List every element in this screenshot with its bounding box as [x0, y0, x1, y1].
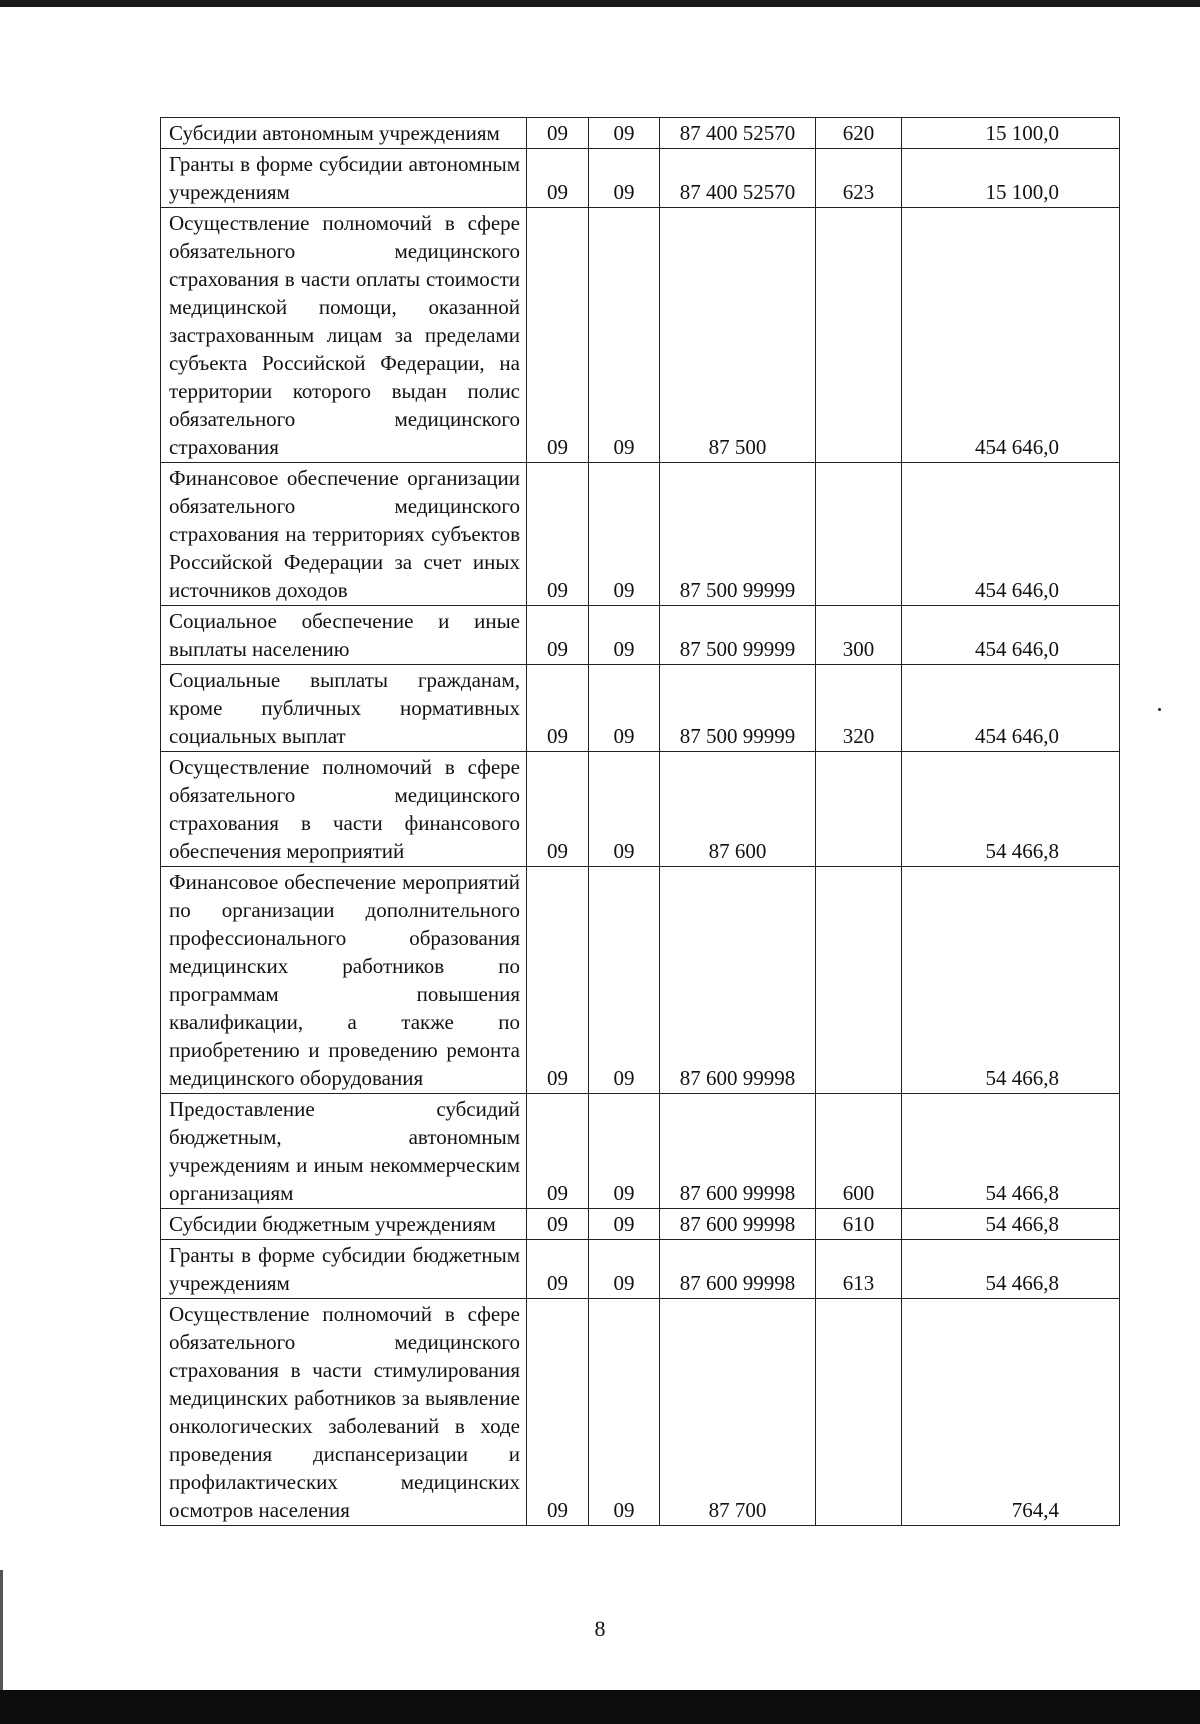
expense-type-cell: 300	[816, 606, 902, 665]
table-row	[161, 867, 1120, 1094]
expense-name-text: Предоставление субсидий бюджетным, автономным учреждениям и иным некоммерческим организациям	[169, 1097, 520, 1205]
table-row	[161, 1209, 1120, 1240]
expense-name-text: Финансовое обеспечение организации обязательного медицинского страхования на территориях субъектов Российской Федерации за счет иных источников доходов	[169, 466, 520, 602]
target-article-cell: 87 500 99999	[660, 463, 816, 606]
expense-name-cell	[161, 463, 527, 606]
section-code-cell: 09	[527, 1240, 589, 1299]
expense-name-text: Субсидии бюджетным учреждениям	[169, 1212, 496, 1236]
expense-name-text: Гранты в форме субсидии бюджетным учреждениям	[169, 1243, 520, 1295]
expense-name-cell	[161, 752, 527, 867]
amount-cell: 15 100,0	[902, 149, 1120, 208]
table-row	[161, 1240, 1120, 1299]
amount-cell: 54 466,8	[902, 752, 1120, 867]
expense-name-text: Гранты в форме субсидии автономным учреждениям	[169, 152, 520, 204]
subsection-code-cell: 09	[589, 149, 660, 208]
section-code-cell: 09	[527, 118, 589, 149]
subsection-code-cell: 09	[589, 752, 660, 867]
expense-name-text: Социальное обеспечение и иные выплаты населению	[169, 609, 520, 661]
expense-name-cell	[161, 1209, 527, 1240]
table-row	[161, 149, 1120, 208]
expense-name-cell	[161, 118, 527, 149]
section-code-cell: 09	[527, 1094, 589, 1209]
expense-type-cell: 613	[816, 1240, 902, 1299]
target-article-cell: 87 600 99998	[660, 1240, 816, 1299]
expense-type-cell	[816, 867, 902, 1094]
expense-name-cell	[161, 1094, 527, 1209]
expense-name-text: Субсидии автономным учреждениям	[169, 121, 500, 145]
expense-type-cell	[816, 208, 902, 463]
table-row	[161, 752, 1120, 867]
expense-type-cell: 623	[816, 149, 902, 208]
expense-name-text: Осуществление полномочий в сфере обязательного медицинского страхования в части стимулирования медицинских работников за выявление онкологических заболеваний в ходе проведения диспансеризации и профилактических медицинских осмотров населения	[169, 1302, 520, 1522]
subsection-code-cell: 09	[589, 606, 660, 665]
target-article-cell: 87 400 52570	[660, 149, 816, 208]
amount-cell: 54 466,8	[902, 867, 1120, 1094]
target-article-cell: 87 500	[660, 208, 816, 463]
target-article-cell: 87 600	[660, 752, 816, 867]
expense-name-text: Осуществление полномочий в сфере обязательного медицинского страхования в части оплаты стоимости медицинской помощи, оказанной застрахованным лицам за пределами субъекта Российской Федерации, на территории которого выдан полис обязательного медицинского страхования	[169, 211, 520, 459]
subsection-code-cell: 09	[589, 1209, 660, 1240]
expense-name-cell	[161, 606, 527, 665]
amount-cell: 764,4	[902, 1299, 1120, 1526]
amount-cell: 454 646,0	[902, 606, 1120, 665]
expense-type-cell: 600	[816, 1094, 902, 1209]
expense-name-cell	[161, 208, 527, 463]
amount-cell: 454 646,0	[902, 463, 1120, 606]
budget-table	[160, 117, 1120, 1526]
expense-type-cell: 610	[816, 1209, 902, 1240]
amount-cell: 54 466,8	[902, 1240, 1120, 1299]
expense-name-cell	[161, 149, 527, 208]
expense-type-cell: 620	[816, 118, 902, 149]
scan-speck	[1158, 708, 1161, 711]
subsection-code-cell: 09	[589, 1240, 660, 1299]
amount-cell: 454 646,0	[902, 665, 1120, 752]
section-code-cell: 09	[527, 149, 589, 208]
scan-border-bottom	[0, 1690, 1200, 1724]
target-article-cell: 87 600 99998	[660, 1209, 816, 1240]
amount-cell: 15 100,0	[902, 118, 1120, 149]
table-row	[161, 665, 1120, 752]
subsection-code-cell: 09	[589, 463, 660, 606]
section-code-cell: 09	[527, 867, 589, 1094]
section-code-cell: 09	[527, 463, 589, 606]
target-article-cell: 87 500 99999	[660, 665, 816, 752]
expense-type-cell	[816, 1299, 902, 1526]
section-code-cell: 09	[527, 606, 589, 665]
expense-name-cell	[161, 867, 527, 1094]
target-article-cell: 87 400 52570	[660, 118, 816, 149]
table-row	[161, 1299, 1120, 1526]
expense-name-text: Социальные выплаты гражданам, кроме публичных нормативных социальных выплат	[169, 668, 520, 748]
subsection-code-cell: 09	[589, 118, 660, 149]
table-row	[161, 1094, 1120, 1209]
table-row	[161, 463, 1120, 606]
section-code-cell: 09	[527, 752, 589, 867]
subsection-code-cell: 09	[589, 1094, 660, 1209]
subsection-code-cell: 09	[589, 867, 660, 1094]
subsection-code-cell: 09	[589, 208, 660, 463]
target-article-cell: 87 700	[660, 1299, 816, 1526]
budget-table-body	[161, 118, 1120, 1526]
expense-name-text: Финансовое обеспечение мероприятий по организации дополнительного профессионального образования медицинских работников по программам повышения квалификации, а также по приобретению и проведению ремонта медицинского оборудования	[169, 870, 520, 1090]
subsection-code-cell: 09	[589, 665, 660, 752]
expense-name-cell	[161, 1299, 527, 1526]
target-article-cell: 87 600 99998	[660, 1094, 816, 1209]
scan-border-top	[0, 0, 1200, 7]
target-article-cell: 87 600 99998	[660, 867, 816, 1094]
expense-name-cell	[161, 665, 527, 752]
amount-cell: 454 646,0	[902, 208, 1120, 463]
expense-type-cell: 320	[816, 665, 902, 752]
expense-name-text: Осуществление полномочий в сфере обязательного медицинского страхования в части финансового обеспечения мероприятий	[169, 755, 520, 863]
amount-cell: 54 466,8	[902, 1209, 1120, 1240]
table-row	[161, 606, 1120, 665]
target-article-cell: 87 500 99999	[660, 606, 816, 665]
section-code-cell: 09	[527, 1209, 589, 1240]
table-row	[161, 208, 1120, 463]
amount-cell: 54 466,8	[902, 1094, 1120, 1209]
page-number: 8	[594, 1616, 606, 1641]
subsection-code-cell: 09	[589, 1299, 660, 1526]
table-row	[161, 118, 1120, 149]
expense-type-cell	[816, 752, 902, 867]
expense-type-cell	[816, 463, 902, 606]
section-code-cell: 09	[527, 665, 589, 752]
section-code-cell: 09	[527, 208, 589, 463]
expense-name-cell	[161, 1240, 527, 1299]
section-code-cell: 09	[527, 1299, 589, 1526]
